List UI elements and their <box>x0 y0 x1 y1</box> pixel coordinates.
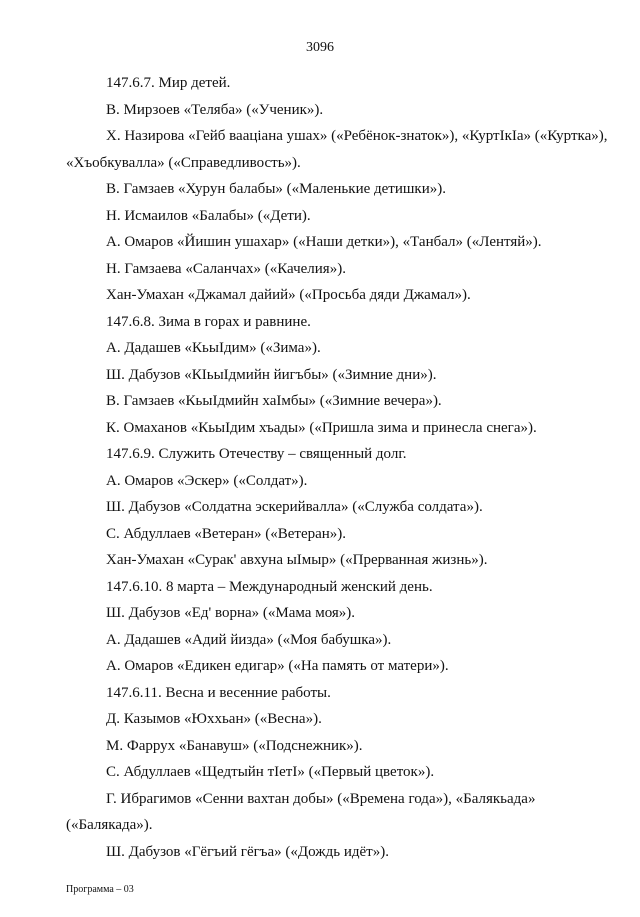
section-heading: 147.6.11. Весна и весенние работы. <box>106 684 331 701</box>
text-line: Ш. Дабузов «Солдатна эскерийвалла» («Служба солдата»). <box>106 499 483 515</box>
text-line: А. Омаров «Йишин ушахар» («Наши детки»), «Танбал» («Лентяй»). <box>106 234 542 250</box>
text-line-continuation: «Хъобкувалла» («Справедливость»). <box>66 154 301 171</box>
section-heading: 147.6.7. Мир детей. <box>106 75 231 91</box>
text-line: М. Фаррух «Банавуш» («Подснежник»). <box>106 737 363 754</box>
text-line: Н. Исмаилов «Балабы» («Дети). <box>106 207 311 224</box>
text-line: Хан-Умахан «Сурак' авхуна ыІмыр» («Прерванная жизнь»). <box>106 552 488 568</box>
text-line: С. Абдуллаев «Ветеран» («Ветеран»). <box>106 525 347 542</box>
text-line: К. Омаханов «КьыІдим хъады» («Пришла зима и принесла снега»). <box>106 419 537 436</box>
text-line: А. Дадашев «Адий йизда» («Моя бабушка»). <box>106 631 392 648</box>
text-line: А. Омаров «Едикен едигар» («На память от матери»). <box>106 658 449 674</box>
text-line: Ш. Дабузов «КІьыІдмийн йигъбы» («Зимние дни»). <box>106 366 437 383</box>
text-line: Г. Ибрагимов «Сенни вахтан добы» («Времена года»), «Балякьада» <box>106 790 536 807</box>
document-body <box>66 70 610 865</box>
text-line: Х. Назирова «Гейб вааціана ушах» («Ребёнок-знаток»), «КуртІкІа» («Куртка»), <box>106 128 608 144</box>
page-number: 3096 <box>306 40 334 55</box>
text-line: Ш. Дабузов «Ед' ворна» («Мама моя»). <box>106 605 356 621</box>
text-line: В. Гамзаев «КьыІдмийн хаІмбы» («Зимние вечера»). <box>106 393 442 409</box>
text-line: А. Дадашев «КьыІдим» («Зима»). <box>106 340 321 356</box>
text-line-continuation: («Балякада»). <box>66 817 153 833</box>
text-line: С. Абдуллаев «Щедтыйн тІетІ» («Первый цветок»). <box>106 764 435 780</box>
section-heading: 147.6.9. Служить Отечеству – священный долг. <box>106 446 407 462</box>
text-line: Хан-Умахан «Джамал дайий» («Просьба дяди Джамал»). <box>106 287 471 303</box>
text-line: В. Гамзаев «Хурун балабы» («Маленькие детишки»). <box>106 181 446 197</box>
text-line: В. Мирзоев «Теляба» («Ученик»). <box>106 101 324 118</box>
text-line: Н. Гамзаева «Саланчах» («Качелия»). <box>106 260 346 277</box>
section-heading: 147.6.8. Зима в горах и равнине. <box>106 313 311 330</box>
footer-label: Программа – 03 <box>66 884 134 895</box>
section-heading: 147.6.10. 8 марта – Международный женский день. <box>106 578 433 595</box>
text-line: Д. Казымов «Юххьан» («Весна»). <box>106 711 322 727</box>
text-line: А. Омаров «Эскер» («Солдат»). <box>106 472 308 489</box>
text-line: Ш. Дабузов «Гёгъий гёгъа» («Дождь идёт»). <box>106 843 389 860</box>
